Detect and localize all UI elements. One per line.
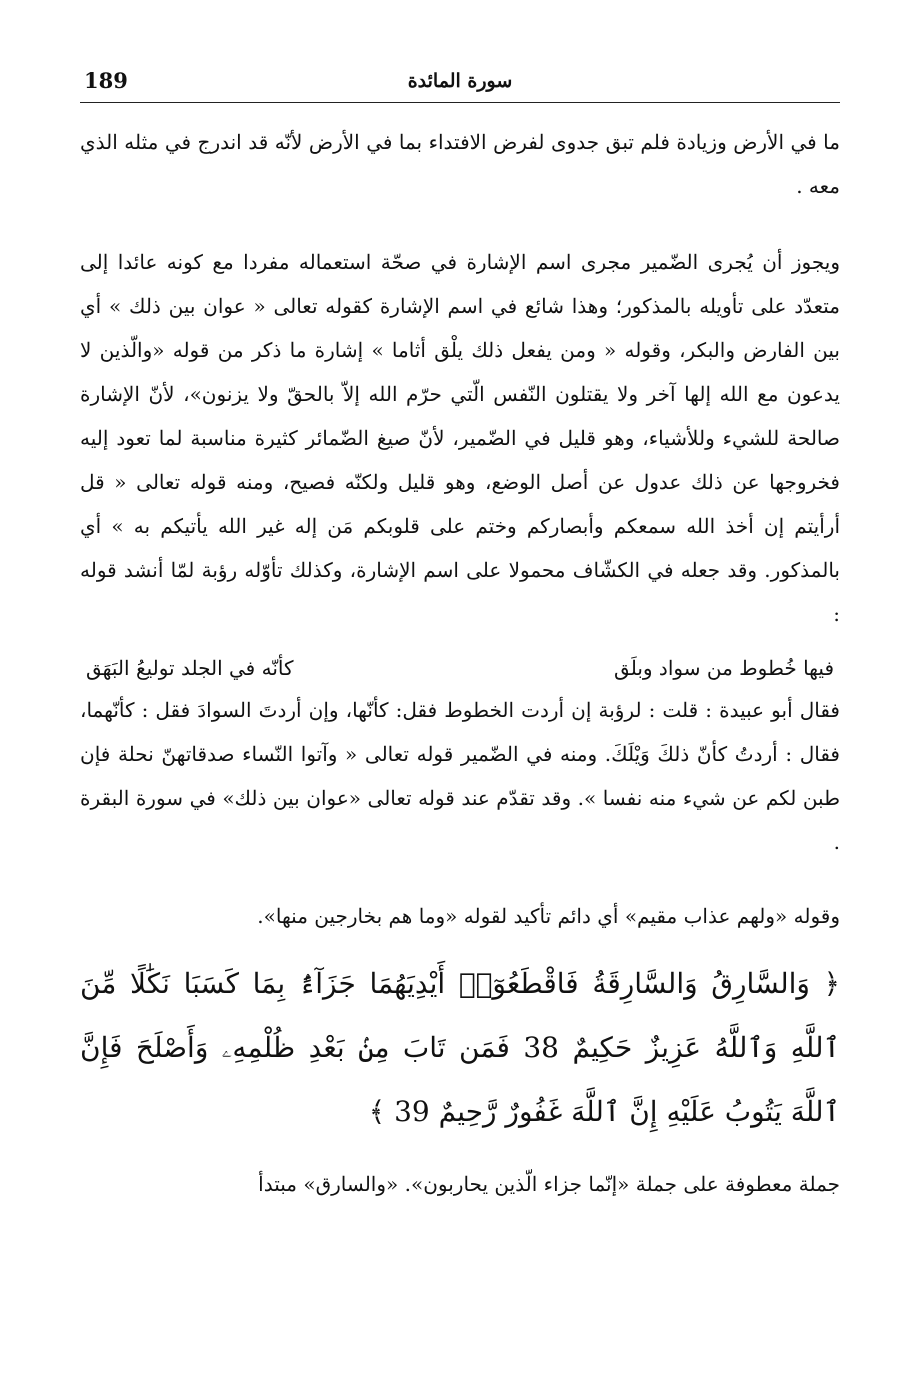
verse-hemistich-right: فيها خُطوط من سواد وبلَق bbox=[614, 656, 834, 680]
paragraph-4: وقوله «ولهم عذاب مقيم» أي دائم تأكيد لقوله «وما هم بخارجين منها». bbox=[257, 904, 840, 928]
paragraph-1: ما في الأرض وزيادة فلم تبق جدوى لفرض الافتداء بما في الأرض لأنّه قد اندرج في مثله الذي معه . bbox=[80, 130, 840, 198]
paragraph-3: فقال أبو عبيدة : قلت : لرؤبة إن أردت الخطوط فقل: كأنّها، وإن أردتَ السوادَ فقل : كأنّهما، فقال : أردتُ كأنّ ذلكَ وَيْلَكَ. ومنه في الضّمير قوله تعالى « وآتوا النّساء صدقاتهنّ نحلة فإن طبن لكم عن شيء منه نفسا ». وقد تقدّم عند قوله تعالى «عوان بين ذلك» في سورة البقرة . bbox=[80, 698, 840, 854]
page-body bbox=[80, 120, 840, 1226]
poetry-verse bbox=[80, 648, 840, 688]
paragraph-2: ويجوز أن يُجرى الضّمير مجرى اسم الإشارة في صحّة استعماله مفردا مع كونه عائدا إلى متعدّد على تأويله بالمذكور؛ وهذا شائع في اسم الإشارة كقوله تعالى « عوان بين ذلك » أي بين الفارض والبكر، وقوله « ومن يفعل ذلك يلْق أثاما » إشارة ما ذكر من قوله «والّذين لا يدعون مع الله إلها آخر ولا يقتلون النّفس الّتي حرّم الله إلاّ بالحقّ ولا يزنون»، لأنّ الإشارة صالحة للشيء وللأشياء، وهو قليل في الضّمير، لأنّ صيغ الضّمائر كثيرة مناسبة لما تعود إليه فخروجها عن ذلك عدول عن أصل الوضع، وهو قليل ولكنّه فصيح، ومنه قوله تعالى « قل أرأيتم إن أخذ الله سمعكم وأبصاركم وختم على قلوبكم مَن إله غير الله يأتيكم به » أي بالمذكور. وقد جعله في الكشّاف محمولا على اسم الإشارة، وكذلك تأوّله رؤبة لمّا أنشد قوله : bbox=[80, 250, 840, 626]
page-header bbox=[80, 56, 840, 103]
quran-verse: ﴿ وَالسَّارِقُ وَالسَّارِقَةُ فَاقْطَعُوٓا۟ أَيْدِيَهُمَا جَزَآءًۢ بِمَا كَسَبَا نَكَٰلًا مِّنَ ٱللَّهِ وَٱللَّهُ عَزِيزٌ حَكِيمٌ 38 فَمَن تَابَ مِنۢ بَعْدِ ظُلْمِهِۦ وَأَصْلَحَ فَإِنَّ ٱللَّهَ يَتُوبُ عَلَيْهِ إِنَّ ٱللَّهَ غَفُورٌ رَّحِيمٌ 39 ﴾ bbox=[80, 967, 840, 1128]
verse-hemistich-left: كأنّه في الجلد توليعُ البَهَق bbox=[86, 656, 294, 680]
page-number: 189 bbox=[84, 68, 128, 93]
running-title: سورة المائدة bbox=[407, 70, 513, 92]
paragraph-5: جملة معطوفة على جملة «إنّما جزاء الّذين يحاربون». «والسارق» مبتدأ bbox=[258, 1172, 840, 1196]
